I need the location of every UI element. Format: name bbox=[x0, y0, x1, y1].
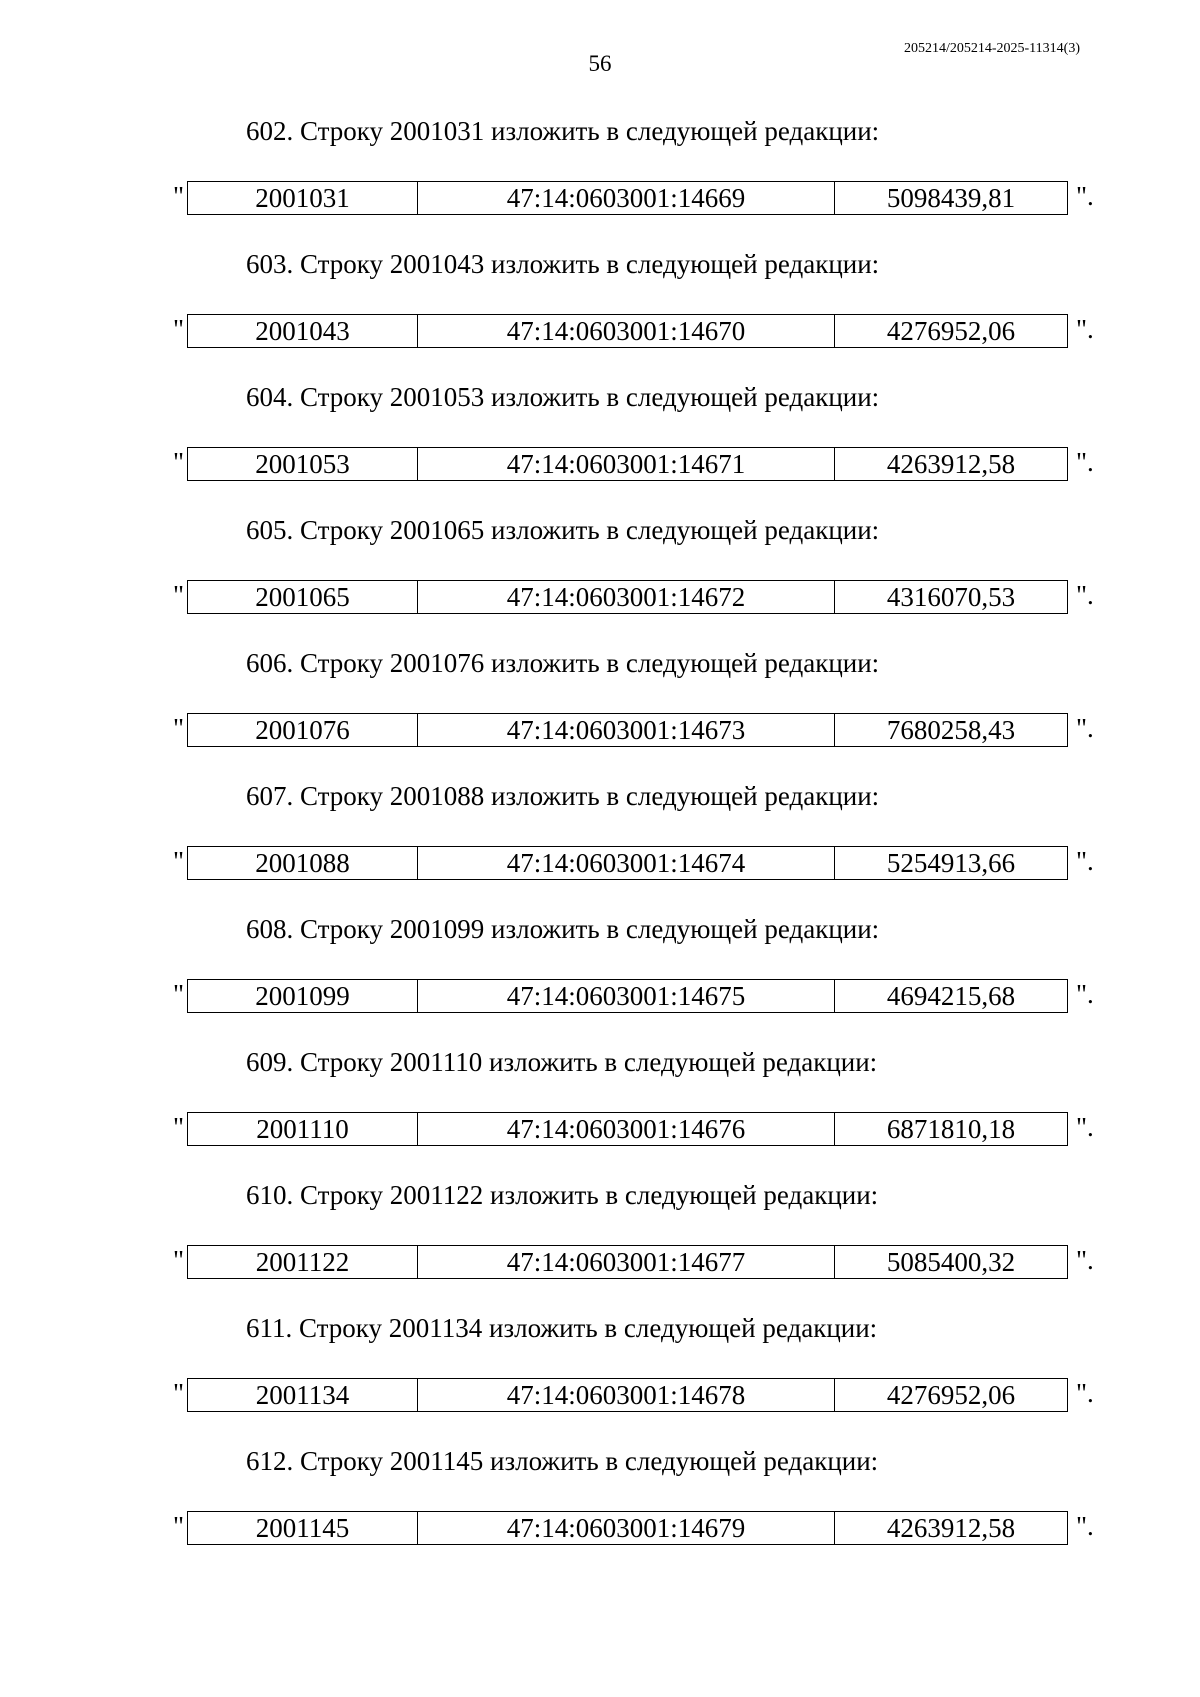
opening-quote: " bbox=[173, 447, 185, 477]
amendment-instruction: 609. Строку 2001110 изложить в следующей редакции: bbox=[246, 1047, 878, 1077]
amended-row bbox=[0, 1511, 1200, 1545]
amendment-instruction: 612. Строку 2001145 изложить в следующей редакции: bbox=[246, 1446, 879, 1476]
amended-row bbox=[0, 181, 1200, 215]
cadastral-value-cell: 4694215,68 bbox=[886, 981, 1016, 1011]
amended-row bbox=[0, 1245, 1200, 1279]
opening-quote: " bbox=[173, 1245, 185, 1275]
amended-row bbox=[0, 713, 1200, 747]
amended-row bbox=[0, 1378, 1200, 1412]
closing-quote: ". bbox=[1076, 1511, 1094, 1541]
amendment-instruction: 606. Строку 2001076 изложить в следующей редакции: bbox=[246, 648, 880, 678]
amended-row-table bbox=[187, 1511, 1068, 1545]
cadastral-number-cell: 47:14:0603001:14673 bbox=[418, 714, 835, 746]
amendment-list bbox=[0, 114, 1200, 1577]
amendment-instruction: 610. Строку 2001122 изложить в следующей редакции: bbox=[246, 1180, 879, 1210]
amendment-instruction: 605. Строку 2001065 изложить в следующей редакции: bbox=[246, 515, 880, 545]
row-code-cell: 2001031 bbox=[188, 182, 418, 214]
amendment-instruction: 603. Строку 2001043 изложить в следующей редакции: bbox=[246, 249, 880, 279]
opening-quote: " bbox=[173, 181, 185, 211]
cadastral-value-cell: 4263912,58 bbox=[886, 1513, 1016, 1543]
closing-quote: ". bbox=[1076, 1378, 1094, 1408]
cadastral-value-cell: 6871810,18 bbox=[886, 1114, 1016, 1144]
amended-row-table bbox=[187, 1378, 1068, 1412]
closing-quote: ". bbox=[1076, 181, 1094, 211]
cadastral-value-cell: 4276952,06 bbox=[886, 1380, 1016, 1410]
row-code-cell: 2001088 bbox=[188, 847, 418, 879]
closing-quote: ". bbox=[1076, 314, 1094, 344]
amendment-instruction: 607. Строку 2001088 изложить в следующей редакции: bbox=[246, 781, 880, 811]
amendment-entry bbox=[0, 646, 1200, 779]
amended-row-table bbox=[187, 447, 1068, 481]
amended-row bbox=[0, 979, 1200, 1013]
closing-quote: ". bbox=[1076, 447, 1094, 477]
cadastral-value-cell: 4263912,58 bbox=[886, 449, 1016, 479]
row-code-cell: 2001043 bbox=[188, 315, 418, 347]
document-id: 205214/205214-2025-11314(3) bbox=[903, 41, 1080, 56]
amended-row-table bbox=[187, 1112, 1068, 1146]
cadastral-value-cell: 5098439,81 bbox=[886, 183, 1016, 213]
amendment-entry bbox=[0, 513, 1200, 646]
opening-quote: " bbox=[173, 846, 185, 876]
cadastral-number-cell: 47:14:0603001:14672 bbox=[418, 581, 835, 613]
amended-row-table bbox=[187, 1245, 1068, 1279]
amended-row-table bbox=[187, 846, 1068, 880]
row-code-cell: 2001122 bbox=[188, 1246, 418, 1278]
cadastral-value-cell: 7680258,43 bbox=[886, 715, 1016, 745]
cadastral-value-cell: 5085400,32 bbox=[886, 1247, 1016, 1277]
opening-quote: " bbox=[173, 713, 185, 743]
closing-quote: ". bbox=[1076, 1112, 1094, 1142]
row-code-cell: 2001076 bbox=[188, 714, 418, 746]
opening-quote: " bbox=[173, 979, 185, 1009]
opening-quote: " bbox=[173, 580, 185, 610]
cadastral-number-cell: 47:14:0603001:14677 bbox=[418, 1246, 835, 1278]
row-code-cell: 2001065 bbox=[188, 581, 418, 613]
amended-row bbox=[0, 447, 1200, 481]
closing-quote: ". bbox=[1076, 580, 1094, 610]
closing-quote: ". bbox=[1076, 713, 1094, 743]
amended-row bbox=[0, 314, 1200, 348]
amended-row bbox=[0, 846, 1200, 880]
amendment-instruction: 608. Строку 2001099 изложить в следующей редакции: bbox=[246, 914, 880, 944]
row-code-cell: 2001099 bbox=[188, 980, 418, 1012]
amendment-entry bbox=[0, 1178, 1200, 1311]
amended-row bbox=[0, 580, 1200, 614]
cadastral-value-cell: 4276952,06 bbox=[886, 316, 1016, 346]
amendment-entry bbox=[0, 1444, 1200, 1577]
amendment-entry bbox=[0, 247, 1200, 380]
cadastral-number-cell: 47:14:0603001:14675 bbox=[418, 980, 835, 1012]
page-number: 56 bbox=[588, 51, 612, 76]
cadastral-number-cell: 47:14:0603001:14669 bbox=[418, 182, 835, 214]
cadastral-number-cell: 47:14:0603001:14679 bbox=[418, 1512, 835, 1544]
amendment-entry bbox=[0, 380, 1200, 513]
cadastral-number-cell: 47:14:0603001:14674 bbox=[418, 847, 835, 879]
opening-quote: " bbox=[173, 1112, 185, 1142]
cadastral-number-cell: 47:14:0603001:14670 bbox=[418, 315, 835, 347]
cadastral-number-cell: 47:14:0603001:14671 bbox=[418, 448, 835, 480]
amendment-entry bbox=[0, 1311, 1200, 1444]
amended-row bbox=[0, 1112, 1200, 1146]
amended-row-table bbox=[187, 713, 1068, 747]
row-code-cell: 2001145 bbox=[188, 1512, 418, 1544]
cadastral-number-cell: 47:14:0603001:14676 bbox=[418, 1113, 835, 1145]
closing-quote: ". bbox=[1076, 979, 1094, 1009]
amendment-instruction: 602. Строку 2001031 изложить в следующей редакции: bbox=[246, 116, 880, 146]
row-code-cell: 2001134 bbox=[188, 1379, 418, 1411]
cadastral-value-cell: 5254913,66 bbox=[886, 848, 1016, 878]
amended-row-table bbox=[187, 979, 1068, 1013]
row-code-cell: 2001110 bbox=[188, 1113, 418, 1145]
opening-quote: " bbox=[173, 1378, 185, 1408]
closing-quote: ". bbox=[1076, 846, 1094, 876]
amendment-instruction: 611. Строку 2001134 изложить в следующей редакции: bbox=[246, 1313, 878, 1343]
amendment-instruction: 604. Строку 2001053 изложить в следующей редакции: bbox=[246, 382, 880, 412]
amended-row-table bbox=[187, 314, 1068, 348]
amendment-entry bbox=[0, 1045, 1200, 1178]
row-code-cell: 2001053 bbox=[188, 448, 418, 480]
amendment-entry bbox=[0, 114, 1200, 247]
cadastral-value-cell: 4316070,53 bbox=[886, 582, 1016, 612]
opening-quote: " bbox=[173, 314, 185, 344]
amendment-entry bbox=[0, 912, 1200, 1045]
cadastral-number-cell: 47:14:0603001:14678 bbox=[418, 1379, 835, 1411]
closing-quote: ". bbox=[1076, 1245, 1094, 1275]
amended-row-table bbox=[187, 580, 1068, 614]
opening-quote: " bbox=[173, 1511, 185, 1541]
amended-row-table bbox=[187, 181, 1068, 215]
amendment-entry bbox=[0, 779, 1200, 912]
